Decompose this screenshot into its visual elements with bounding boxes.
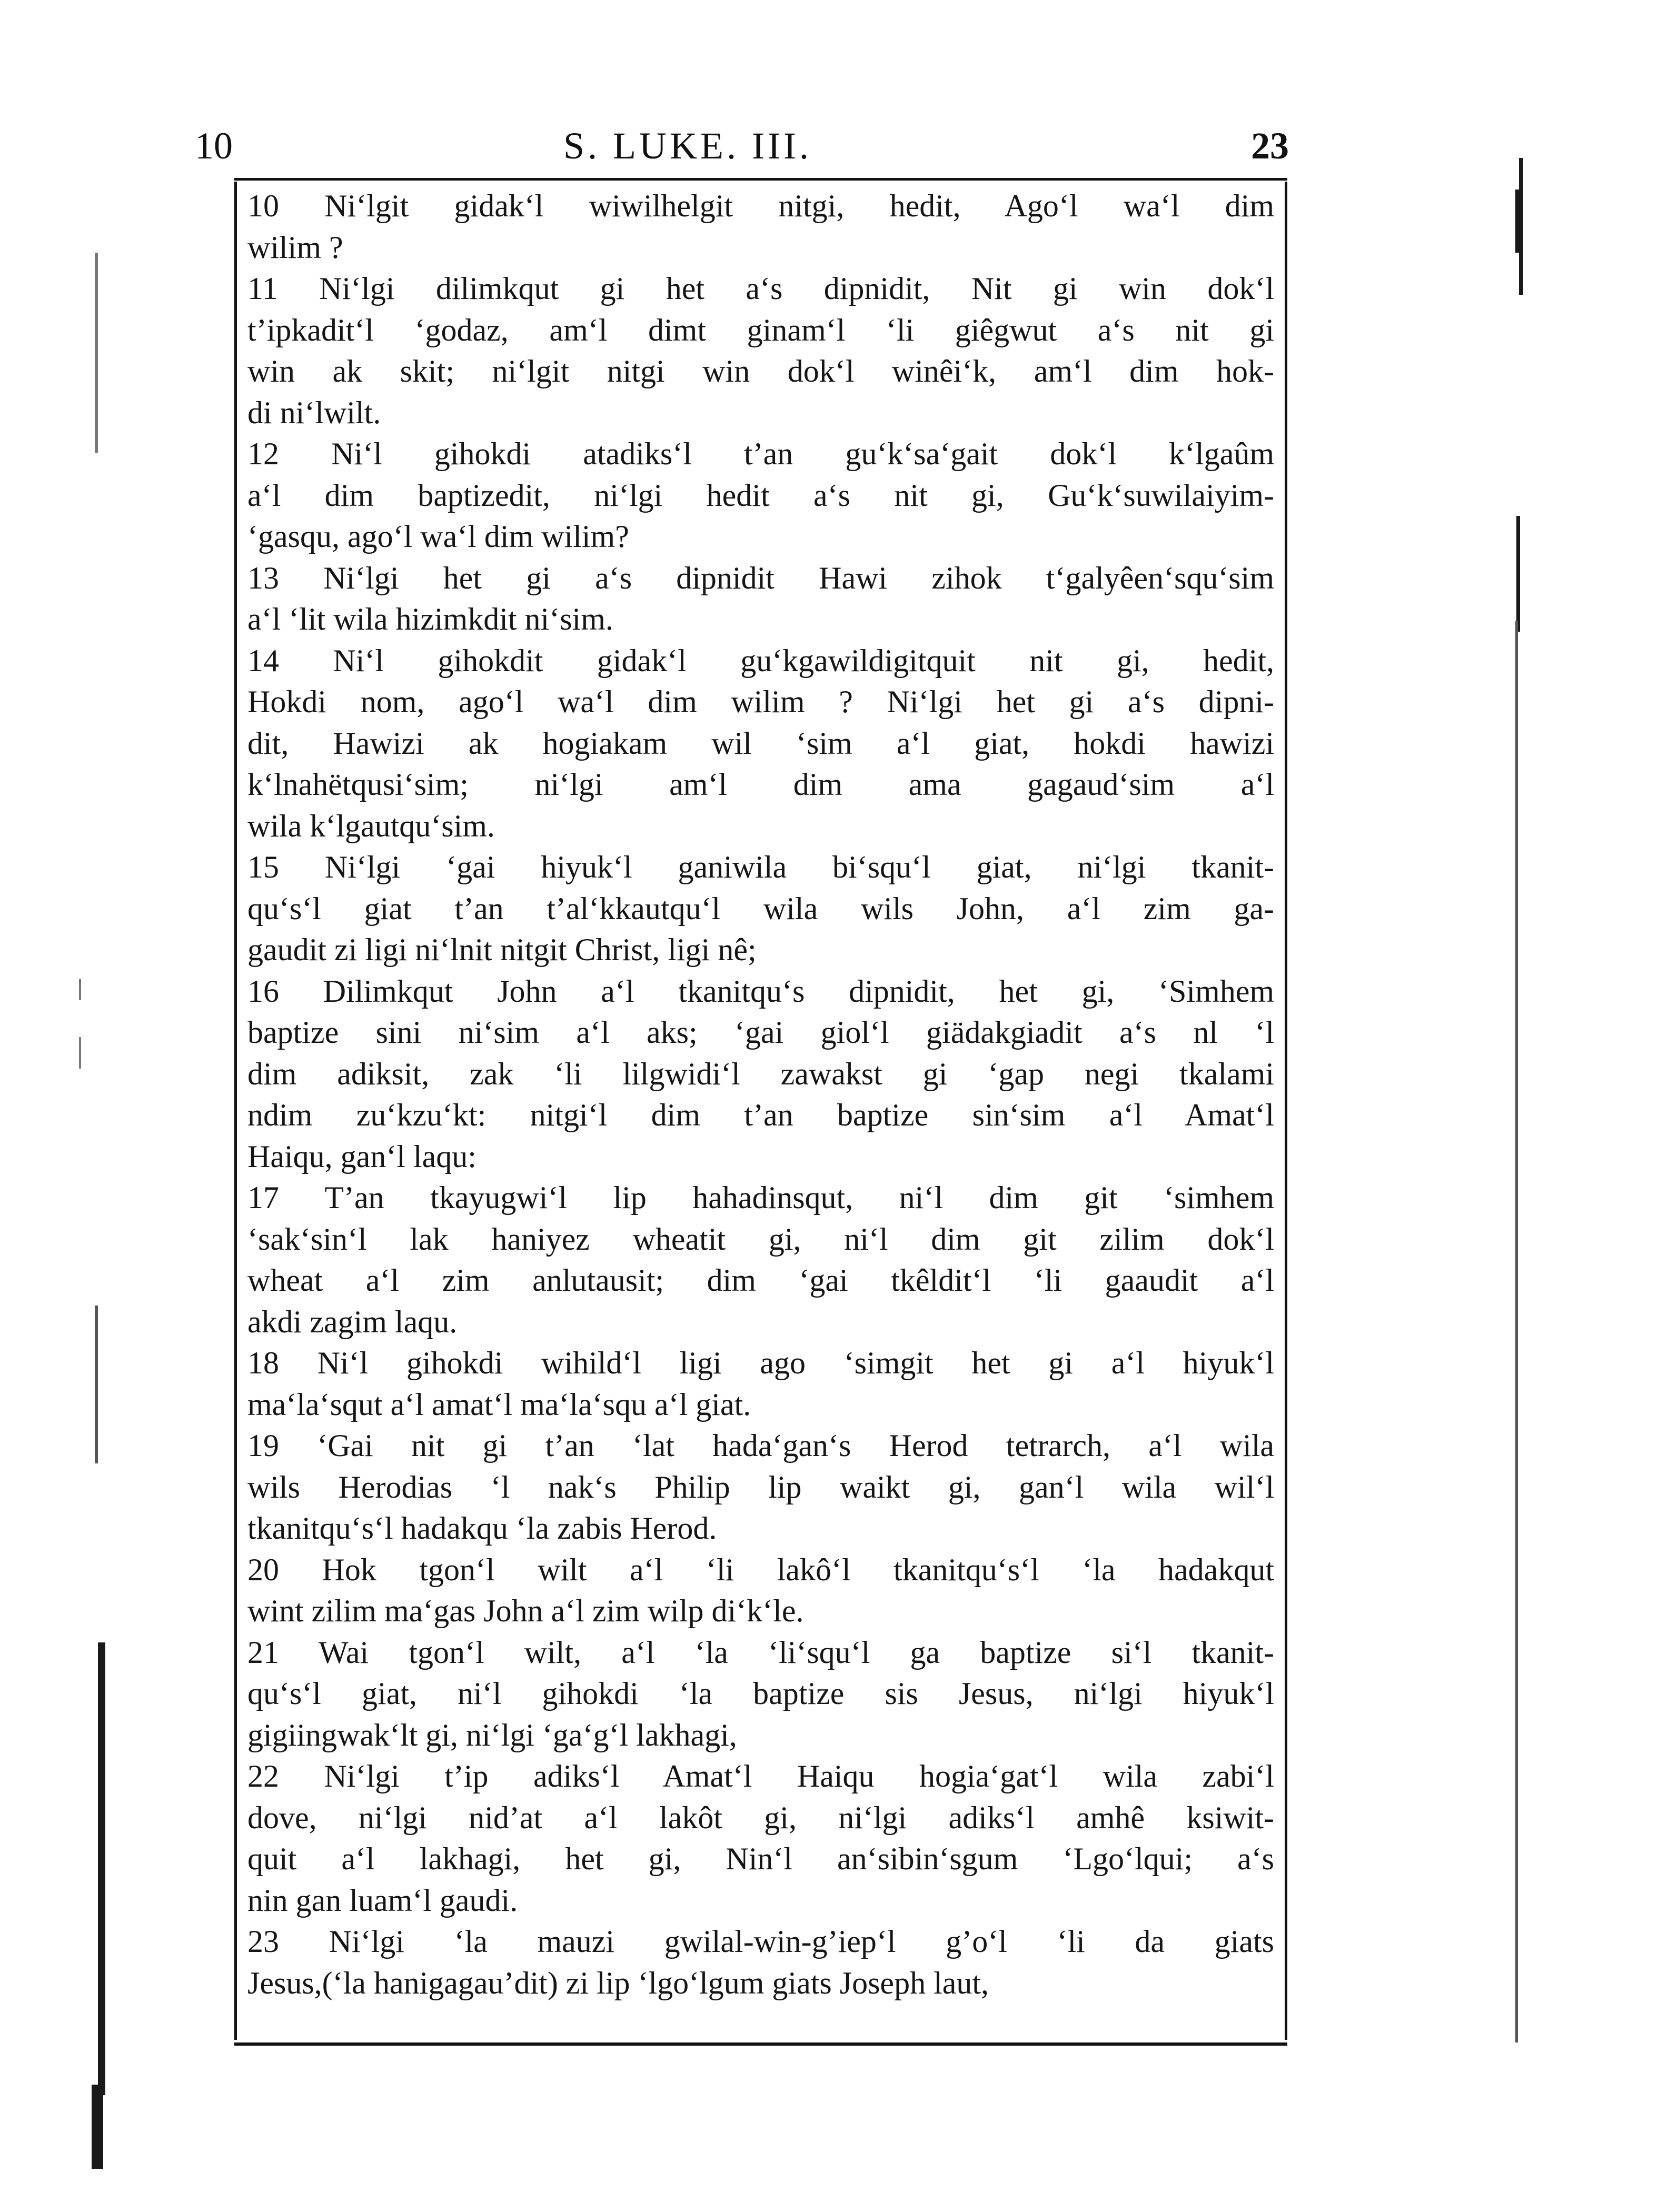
verse-line: Jesus,(‘la hanigagau’dit) zi lip ‘lgo‘lgum giats Joseph laut, [247,1965,989,2000]
verse-14 [247,640,1274,847]
verse-line: dit, Hawizi ak hogiakam wil ‘sim a‘l giat, hokdi hawizi [247,725,1274,761]
page-title: S. LUKE. III. [563,125,812,167]
verse-line: ndim zu‘kzu‘kt: nitgi‘l dim t’an baptize sin‘sim a‘l Amat‘l [247,1098,1274,1132]
verse-18 [247,1342,1274,1425]
scan-edge-mark [95,1306,98,1463]
verse-line: qu‘s‘l giat, ni‘l gihokdi ‘la baptize sis Jesus, ni‘lgi hiyuk‘l [247,1676,1274,1711]
verse-line: a‘l dim baptizedit, ni‘lgi hedit a‘s nit gi, Gu‘k‘suwilaiyim- [247,477,1274,513]
verse-line: wheat a‘l zim anlutausit; dim ‘gai tkêldit‘l ‘li gaaudit a‘l [247,1263,1274,1298]
verse-line: 16 Dilimkqut John a‘l tkanitqu‘s dipnidit, het gi, ‘Simhem [247,973,1274,1009]
verse-17 [247,1177,1274,1342]
scan-edge-mark [98,1642,105,2095]
scripture-text [247,185,1274,2004]
verse-15 [247,846,1274,971]
scan-edge-mark [1515,190,1523,253]
verse-line: wils Herodias ‘l nak‘s Philip lip waikt gi, gan‘l wila wil‘l [247,1469,1274,1504]
verse-line: win ak skit; ni‘lgit nitgi win dok‘l winêi‘k, am‘l dim hok- [247,354,1274,388]
verse-19 [247,1425,1274,1549]
verse-line: 23 Ni‘lgi ‘la mauzi gwilal-win-g’iep‘l g’o‘l ‘li da giats [247,1924,1274,1959]
verse-line: wila k‘lgautqu‘sim. [247,808,495,843]
verse-line: t’ipkadit‘l ‘godaz, am‘l dimt ginam‘l ‘li giêgwut a‘s nit gi [247,312,1274,347]
verse-line: ‘gasqu, ago‘l wa‘l dim wilim? [247,519,629,554]
verse-line: Haiqu, gan‘l laqu: [247,1139,476,1174]
verse-line: gaudit zi ligi ni‘lnit nitgit Christ, ligi nê; [247,932,757,967]
scan-dash-mark [79,979,81,1000]
verse-12 [247,433,1274,557]
verse-line: dove, ni‘lgi nid’at a‘l lakôt gi, ni‘lgi adiks‘l amhê ksiwit- [247,1800,1274,1835]
verse-line: ‘sak‘sin‘l lak haniyez wheatit gi, ni‘l dim git zilim dok‘l [247,1221,1274,1257]
verse-line: 13 Ni‘lgi het gi a‘s dipnidit Hawi zihok t‘galyêen‘squ‘sim [247,560,1274,595]
verse-line: qu‘s‘l giat t’an t’al‘kkautqu‘l wila wils John, a‘l zim ga- [247,891,1274,926]
verse-line: 17 T’an tkayugwi‘l lip hahadinsqut, ni‘l dim git ‘simhem [247,1180,1274,1215]
verse-line: gigiingwak‘lt gi, ni‘lgi ‘ga‘g‘l lakhagi, [247,1717,737,1752]
verse-line: 15 Ni‘lgi ‘gai hiyuk‘l ganiwila bi‘squ‘l giat, ni‘lgi tkanit- [247,850,1274,884]
header-rule [234,178,1287,181]
verse-line: 19 ‘Gai nit gi t’an ‘lat hada‘gan‘s Herod tetrarch, a‘l wila [247,1428,1274,1463]
verse-line: 12 Ni‘l gihokdi atadiks‘l t’an gu‘k‘sa‘gait dok‘l k‘lgaûm [247,436,1274,471]
verse-line: nin gan luam‘l gaudi. [247,1882,518,1918]
verse-11 [247,268,1274,433]
verse-line: akdi zagim laqu. [247,1304,458,1339]
verse-line: 11 Ni‘lgi dilimkqut gi het a‘s dipnidit, Nit gi win dok‘l [247,271,1274,306]
verse-line: 21 Wai tgon‘l wilt, a‘l ‘la ‘li‘squ‘l ga baptize si‘l tkanit- [247,1635,1274,1670]
scan-edge-mark [95,253,98,453]
verse-line: ma‘la‘squt a‘l amat‘l ma‘la‘squ a‘l giat. [247,1387,751,1422]
footer-rule [234,2042,1287,2046]
verse-line: baptize sini ni‘sim a‘l aks; ‘gai giol‘l giädakgiadit a‘s nl ‘l [247,1015,1274,1050]
verse-line: tkanitqu‘s‘l hadakqu ‘la zabis Herod. [247,1511,717,1546]
verse-13 [247,557,1274,640]
verse-line: 14 Ni‘l gihokdit gidak‘l gu‘kgawildigitquit nit gi, hedit, [247,643,1274,678]
running-header [195,124,1289,177]
verse-20 [247,1549,1274,1632]
verse-line: 10 Ni‘lgit gidak‘l wiwilhelgit nitgi, hedit, Ago‘l wa‘l dim [247,188,1274,223]
verse-line: 18 Ni‘l gihokdi wihild‘l ligi ago ‘simgit het gi a‘l hiyuk‘l [247,1346,1274,1380]
verse-line: Hokdi nom, ago‘l wa‘l dim wilim ? Ni‘lgi het gi a‘s dipni- [247,684,1274,719]
verse-10 [247,185,1274,268]
chapter-verse-end: 23 [1251,125,1289,167]
verse-line: di ni‘lwilt. [247,395,381,430]
verse-line: 20 Hok tgon‘l wilt a‘l ‘li lakô‘l tkanitqu‘s‘l ‘la hadakqut [247,1552,1274,1587]
scan-edge-mark [1516,516,1520,632]
verse-line: a‘l ‘lit wila hizimkdit ni‘sim. [247,602,613,636]
verse-line: 22 Ni‘lgi t’ip adiks‘l Amat‘l Haiqu hogia‘gat‘l wila zabi‘l [247,1759,1274,1793]
verse-line: quit a‘l lakhagi, het gi, Nin‘l an‘sibin‘sgum ‘Lgo‘lqui; a‘s [247,1841,1274,1876]
verse-22 [247,1756,1274,1921]
verse-23 [247,1921,1274,2004]
verse-line: wilim ? [247,230,343,265]
verse-21 [247,1632,1274,1756]
verse-line: wint zilim ma‘gas John a‘l zim wilp di‘k‘le. [247,1593,804,1628]
verse-line: k‘lnahëtqusi‘sim; ni‘lgi am‘l dim ama gagaud‘sim a‘l [247,767,1274,802]
chapter-verse-start: 10 [195,125,233,167]
verse-16 [247,971,1274,1178]
scan-edge-mark [92,2085,103,2169]
verse-line: dim adiksit, zak ‘li lilgwidi‘l zawakst gi ‘gap negi tkalami [247,1056,1274,1091]
scan-dash-mark [79,1037,81,1069]
scan-edge-mark [1515,621,1518,2042]
